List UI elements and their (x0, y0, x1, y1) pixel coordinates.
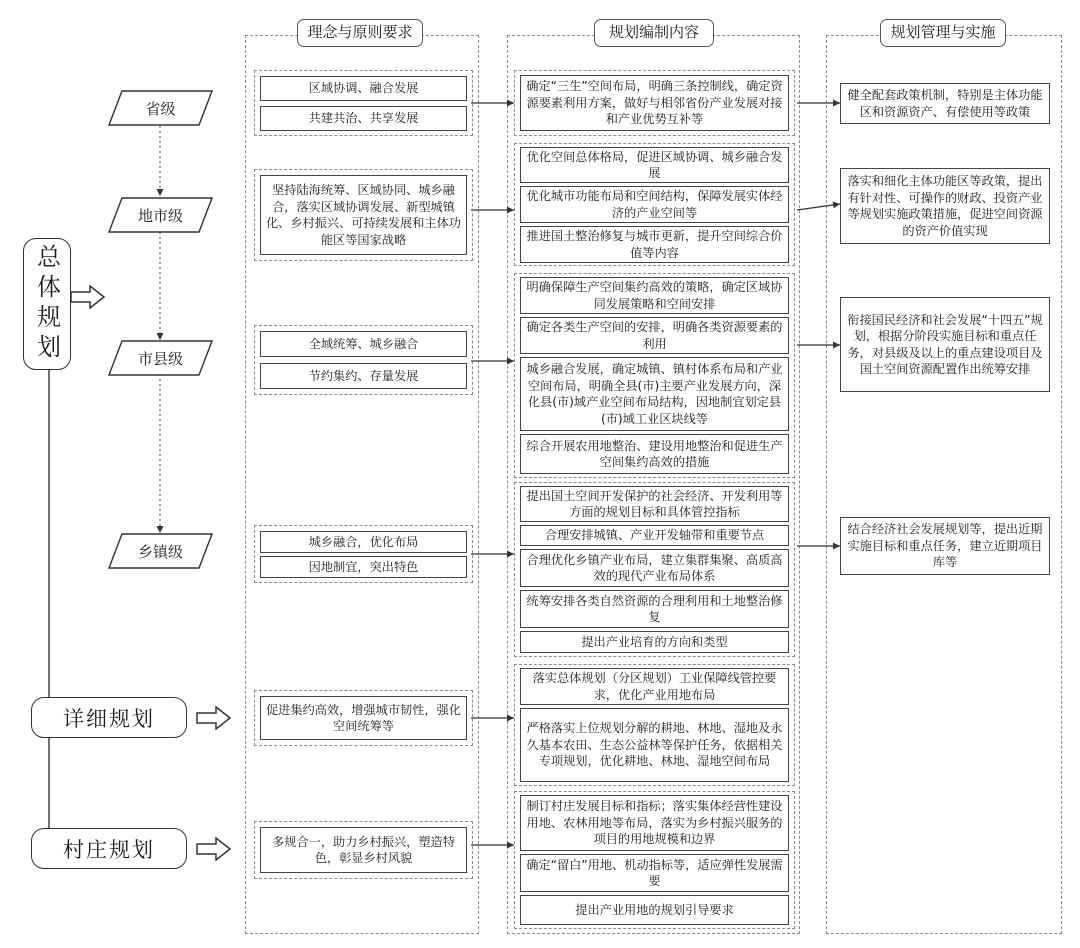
content-town-2: 合理安排城镇、产业开发轴带和重要节点 (520, 525, 789, 546)
principles-column-title: 理念与原则要求 (297, 19, 423, 47)
management-town: 结合经济社会发展规划等，提出近期实施目标和重点任务，建立近期项目库等 (840, 517, 1050, 575)
level-town-label: 乡镇级 (137, 542, 183, 561)
content-province-1: 确定“三生”空间布局，明确三条控制线，确定资源要素利用方案，做好与相邻省份产业发展对接和产业优势互补等 (520, 75, 789, 131)
overall-plan-arrow-icon (70, 285, 106, 309)
principle-town-1: 城乡融合，优化布局 (260, 531, 467, 553)
content-city-2: 优化城市功能布局和空间结构，保障发展实体经济的产业空间等 (520, 186, 789, 223)
principle-county-1: 全域统筹、城乡融合 (260, 331, 467, 357)
principle-city-1: 坚持陆海统筹、区域协同、城乡融合，落实区域协调发展、新型城镇化、乡村振兴、可持续发展和主体功能区等国家战略 (260, 175, 467, 255)
content-village-3: 提出产业用地的规划引导要求 (520, 895, 789, 925)
principle-county-2: 节约集约、存量发展 (260, 363, 467, 389)
content-city-1: 优化空间总体格局，促进区域协调、城乡融合发展 (520, 147, 789, 183)
content-detailed-2: 严格落实上位规划分解的耕地、林地、湿地及永久基本农田、生态公益林等保护任务，依据相关专项规划，优化耕地、林地、湿地空间布局 (520, 708, 789, 782)
content-town-5: 提出产业培育的方向和类型 (520, 631, 789, 653)
principle-town-2: 因地制宜，突出特色 (260, 556, 467, 578)
village-plan-arrow-icon (196, 837, 232, 861)
level-province-label: 省级 (145, 99, 176, 118)
content-county-2: 确定各类生产空间的安排，明确各类资源要素的利用 (520, 317, 789, 354)
overall-plan-label: 总体规划 (32, 244, 61, 364)
content-county-1: 明确保障生产空间集约高效的策略，确定区域协同发展策略和空间安排 (520, 277, 789, 314)
content-town-4: 统筹安排各类自然资源的合理利用和土地整治修复 (520, 590, 789, 628)
principle-detailed-1: 促进集约高效，增强城市韧性，强化空间统筹等 (260, 696, 467, 740)
management-county: 衔接国民经济和社会发展“十四五”规划，根据分阶段实施目标和重点任务，对县级及以上的重点建设项目及国土空间资源配置作出统筹安排 (840, 297, 1050, 392)
content-column-title: 规划编制内容 (594, 19, 714, 47)
village-plan-box (31, 828, 187, 869)
level-county-label: 市县级 (137, 349, 183, 368)
content-town-1: 提出国土空间开发保护的社会经济、开发利用等方面的规划目标和具体管控指标 (520, 486, 789, 522)
overall-plan-box (23, 238, 71, 370)
content-village-2: 确定“留白”用地、机动指标等，适应弹性发展需要 (520, 854, 789, 892)
management-province: 健全配套政策机制，特别是主体功能区和资源资产、有偿使用等政策 (840, 83, 1050, 124)
principle-province-2: 共建共治、共享发展 (260, 106, 467, 131)
village-plan-label: 村庄规划 (63, 837, 155, 862)
level-city-label: 地市级 (137, 206, 183, 225)
content-village-1: 制订村庄发展目标和指标；落实集体经营性建设用地、农林用地等布局，落实为乡村振兴服务的项目的用地规模和边界 (520, 795, 789, 851)
detailed-plan-arrow-icon (196, 706, 232, 730)
principle-province-1: 区域协调、融合发展 (260, 76, 467, 101)
detailed-plan-box (31, 697, 187, 738)
content-town-3: 合理优化乡镇产业布局，建立集群集聚、高质高效的现代产业布局体系 (520, 549, 789, 587)
content-detailed-1: 落实总体规划（分区规划）工业保障线管控要求，优化产业用地布局 (520, 668, 789, 705)
content-city-3: 推进国土整治修复与城市更新，提升空间综合价值等内容 (520, 226, 789, 263)
principle-village-1: 多规合一，助力乡村振兴，塑造特色，彰显乡村风貌 (260, 827, 467, 873)
content-county-4: 综合开展农用地整治、建设用地整治和促进生产空间集约高效的措施 (520, 434, 789, 474)
detailed-plan-label: 详细规划 (63, 706, 155, 731)
management-column-title: 规划管理与实施 (880, 19, 1006, 47)
content-county-3: 城乡融合发展，确定城镇、镇村体系布局和产业空间布局，明确全县(市)主要产业发展方向，深化县(市)域产业空间布局结构，因地制宜划定县(市)域工业区块线等 (520, 357, 789, 431)
management-city: 落实和细化主体功能区等政策，提出有针对性、可操作的财政、投资产业等规划实施政策措施，促进空间资源的资产价值实现 (840, 168, 1050, 244)
